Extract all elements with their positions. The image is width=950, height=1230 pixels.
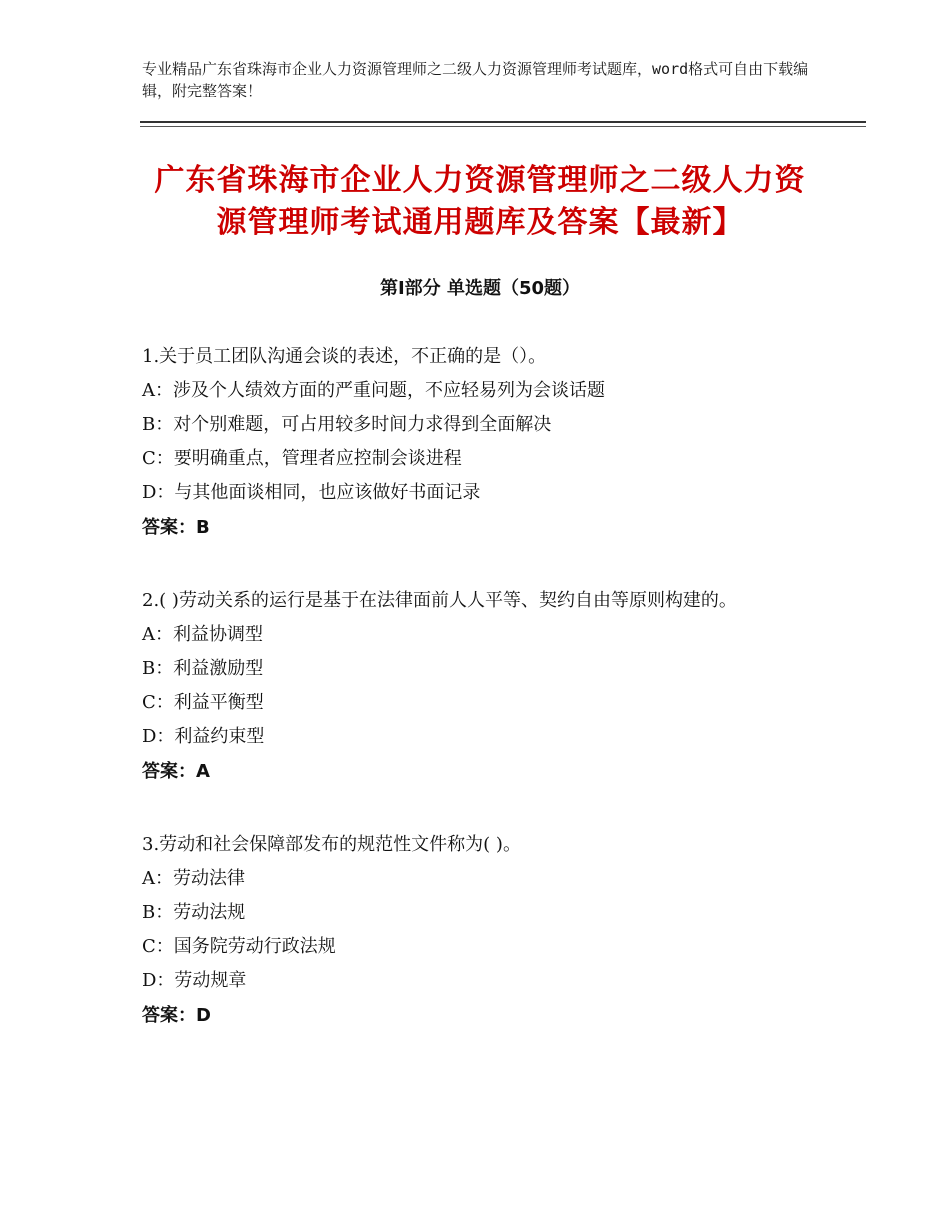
option-b: B：对个别难题，可占用较多时间力求得到全面解决 [142,414,552,435]
question-stem: 2.( )劳动关系的运行是基于在法律面前人人平等、契约自由等原则构建的。 [142,590,737,611]
question-item [142,828,812,1034]
question-item [142,584,812,790]
option-d: D：利益约束型 [142,726,265,747]
document-title: 广东省珠海市企业人力资源管理师之二级人力资源管理师考试通用题库及答案【最新】 [154,163,806,240]
option-b: B：劳动法规 [142,902,246,923]
question-stem: 3.劳动和社会保障部发布的规范性文件称为( )。 [142,834,521,855]
option-a: A：劳动法律 [142,868,245,889]
answer-line: 答案：D [142,1005,211,1026]
answer-line: 答案：B [142,517,210,538]
header-divider-thin [140,126,866,127]
answer-line: 答案：A [142,761,210,782]
header-divider-thick [140,121,866,123]
section-title: 第Ⅰ部分 单选题（50题） [379,278,580,299]
question-stem: 1.关于员工团队沟通会谈的表述，不正确的是（）。 [142,346,547,367]
option-c: C：利益平衡型 [142,692,264,713]
option-d: D：劳动规章 [142,970,247,991]
option-c: C：国务院劳动行政法规 [142,936,336,957]
question-list [142,340,812,1072]
option-c: C：要明确重点，管理者应控制会谈进程 [142,448,462,469]
question-item [142,340,812,546]
page-header-note: 专业精品广东省珠海市企业人力资源管理师之二级人力资源管理师考试题库，word格式可自由下载编辑，附完整答案！ [142,60,809,100]
option-a: A：涉及个人绩效方面的严重问题，不应轻易列为会谈话题 [142,380,605,401]
option-a: A：利益协调型 [142,624,263,645]
option-d: D：与其他面谈相同，也应该做好书面记录 [142,482,481,503]
option-b: B：利益激励型 [142,658,264,679]
